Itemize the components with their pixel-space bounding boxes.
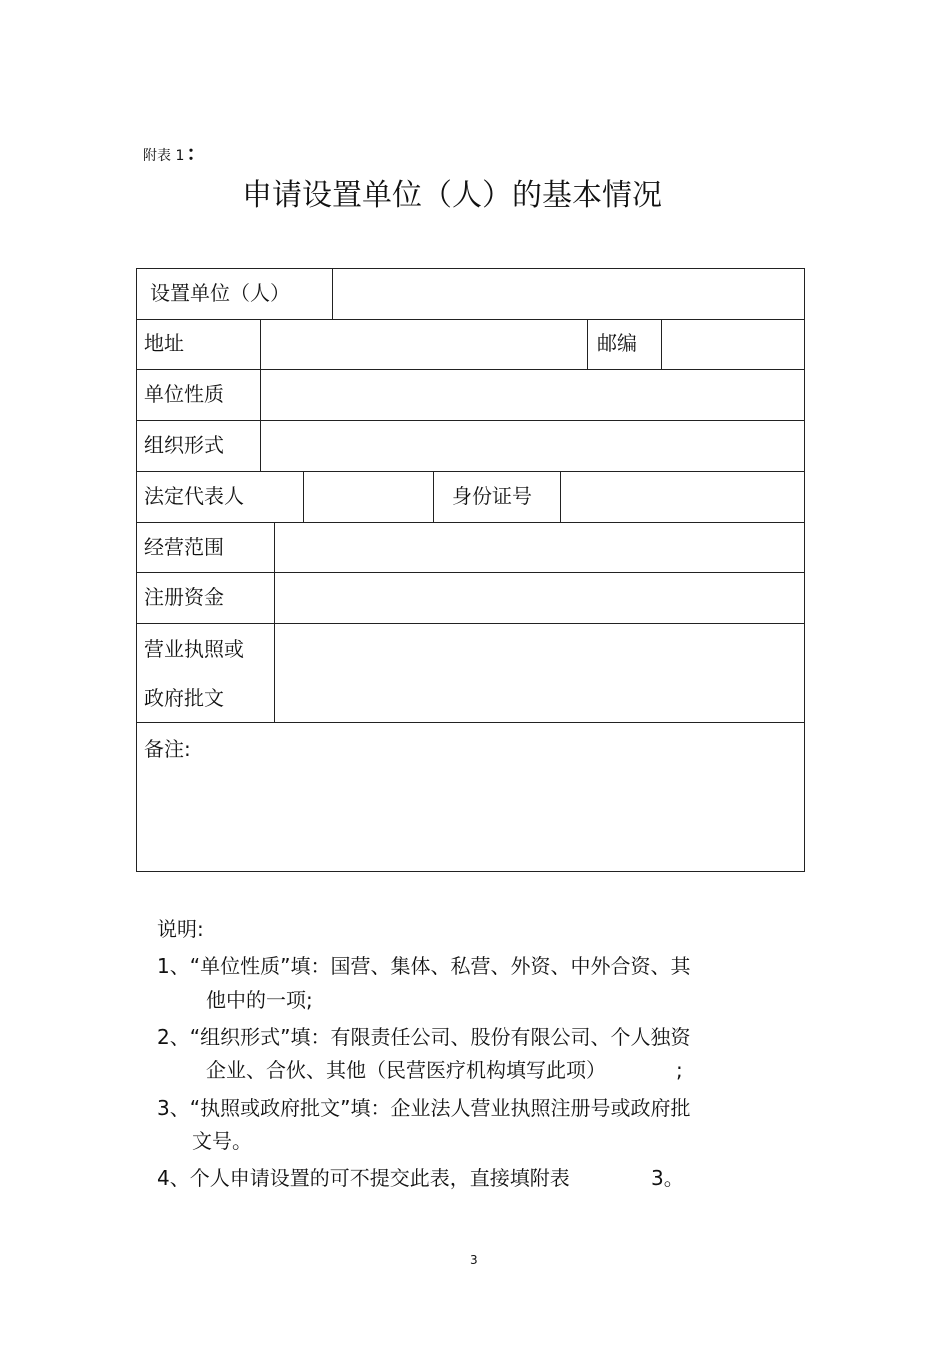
page-title: 申请设置单位（人）的基本情况 — [242, 178, 662, 213]
row-divider — [137, 722, 804, 723]
note-item-4-text: 4、个人申请设置的可不提交此表，直接填附表 — [157, 1166, 570, 1190]
postcode-label: 邮编 — [597, 331, 637, 355]
application-form-table — [136, 268, 805, 872]
license-label-line2: 政府批文 — [144, 686, 224, 710]
license-label-line1: 营业执照或 — [144, 637, 244, 661]
license-field[interactable] — [275, 624, 805, 722]
note-item-2-line2: 企业、合伙、其他（民营医疗机构填写此项） — [206, 1058, 606, 1082]
note-item-3-line1: 3、“执照或政府批文”填：企业法人营业执照注册号或政府批 — [157, 1096, 691, 1120]
unit-nature-label: 单位性质 — [144, 382, 224, 406]
unit-field[interactable] — [333, 269, 805, 319]
legal-rep-label: 法定代表人 — [144, 484, 244, 508]
page-number: 3 — [470, 1253, 478, 1267]
note-item-2-semicolon: ; — [676, 1058, 683, 1082]
note-item-4-ref: 3。 — [651, 1166, 684, 1190]
business-scope-label: 经营范围 — [144, 535, 224, 559]
note-item-2-line1: 2、“组织形式”填：有限责任公司、股份有限公司、个人独资 — [157, 1025, 691, 1049]
unit-label: 设置单位（人） — [150, 281, 290, 305]
unit-nature-field[interactable] — [261, 370, 805, 420]
legal-rep-field[interactable] — [304, 472, 433, 522]
remarks-field[interactable] — [137, 761, 805, 871]
id-number-field[interactable] — [561, 472, 805, 522]
appendix-colon: ： — [186, 141, 207, 165]
postcode-field[interactable] — [662, 320, 805, 369]
org-form-label: 组织形式 — [144, 433, 224, 457]
address-label: 地址 — [144, 331, 184, 355]
note-item-3-line2: 文号。 — [192, 1129, 252, 1153]
note-item-1-line2: 他中的一项; — [206, 988, 313, 1012]
note-item-1-line1: 1、“单位性质”填：国营、集体、私营、外资、中外合资、其 — [157, 954, 691, 978]
col-divider — [433, 471, 434, 522]
notes-heading: 说明: — [157, 917, 204, 941]
remarks-label: 备注: — [144, 737, 191, 761]
appendix-text: 附表 1 — [143, 148, 185, 164]
id-number-label: 身份证号 — [452, 484, 532, 508]
address-field[interactable] — [261, 320, 587, 369]
org-form-field[interactable] — [261, 421, 805, 471]
col-divider — [587, 319, 588, 369]
appendix-label — [143, 137, 206, 166]
reg-capital-field[interactable] — [275, 573, 805, 623]
reg-capital-label: 注册资金 — [144, 585, 224, 609]
business-scope-field[interactable] — [275, 523, 805, 572]
